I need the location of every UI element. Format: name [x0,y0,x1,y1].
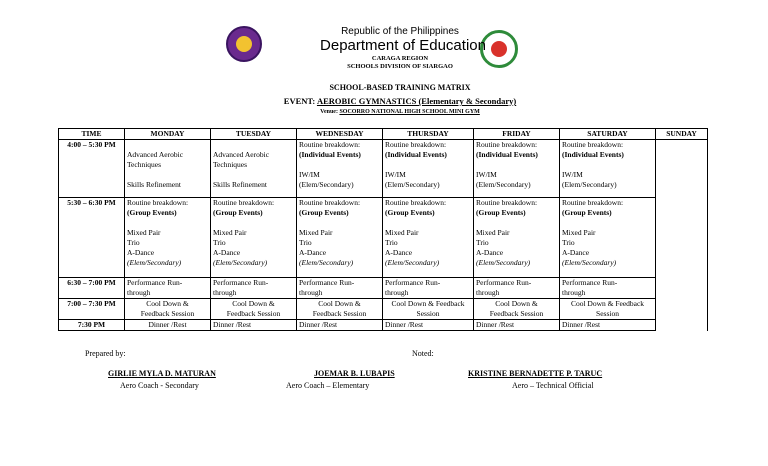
schedule-cell: Cool Down & Feedback Session [474,299,560,320]
column-header: WEDNESDAY [297,129,383,140]
noted-label: Noted: [412,349,434,358]
venue-line [16,109,768,115]
schedule-cell: Dinner /Rest [211,320,297,331]
signatory-role: Aero Coach - Secondary [120,381,199,390]
schedule-cell: Cool Down & Feedback Session [383,299,474,320]
schedule-cell: Performance Run- through [560,278,656,299]
schedule-cell: Dinner /Rest [125,320,211,331]
table-row [59,140,708,198]
schedule-cell: Routine breakdown: (Group Events) Mixed Pair Trio A-Dance (Elem/Secondary) [474,198,560,278]
sunday-cell [656,278,708,299]
schedule-cell: Routine breakdown: (Group Events) Mixed Pair Trio A-Dance (Elem/Secondary) [125,198,211,278]
republic-heading: Republic of the Philippines [341,26,459,37]
department-heading: Department of Education [320,37,486,54]
signatory-name: KRISTINE BERNADETTE P. TARUC [468,369,603,378]
region-heading: CARAGA REGION [371,55,429,62]
schedule-cell: Performance Run- through [125,278,211,299]
schedule-cell: Routine breakdown: (Group Events) Mixed Pair Trio A-Dance (Elem/Secondary) [211,198,297,278]
schedule-cell: Routine breakdown: (Individual Events) IW/IM (Elem/Secondary) [383,140,474,198]
venue-name: SOCORRO NATIONAL HIGH SCHOOL MINI GYM [339,109,480,115]
table-row [59,278,708,299]
schedule-cell: Dinner /Rest [383,320,474,331]
signatory-name: GIRLIE MYLA D. MATURAN [108,369,216,378]
column-header: FRIDAY [474,129,560,140]
table-row [59,299,708,320]
schedule-cell: Cool Down & Feedback Session [297,299,383,320]
schedule-cell: Performance Run- through [297,278,383,299]
table-header-row [59,129,708,140]
schedule-cell: Cool Down & Feedback Session [560,299,656,320]
schedule-cell: Routine breakdown: (Individual Events) IW/IM (Elem/Secondary) [474,140,560,198]
schedule-cell: Cool Down & Feedback Session [211,299,297,320]
time-cell: 7:30 PM [59,320,125,331]
schedule-cell: Routine breakdown: (Group Events) Mixed Pair Trio A-Dance (Elem/Secondary) [560,198,656,278]
event-line [16,96,768,106]
division-heading: SCHOOLS DIVISION OF SIARGAO [347,63,453,70]
schedule-cell: Routine breakdown: (Group Events) Mixed Pair Trio A-Dance (Elem/Secondary) [383,198,474,278]
column-header: TIME [59,129,125,140]
signatory-name: JOEMAR B. LUBAPIS [314,369,395,378]
column-header: SATURDAY [560,129,656,140]
sunday-cell [656,299,708,320]
schedule-cell: Cool Down & Feedback Session [125,299,211,320]
schedule-cell: Performance Run- through [211,278,297,299]
time-cell: 7:00 – 7:30 PM [59,299,125,320]
column-header: MONDAY [125,129,211,140]
training-matrix-table [58,128,708,331]
table-row [59,320,708,331]
event-label: EVENT: [283,96,317,106]
prepared-by-label: Prepared by: [85,349,126,358]
column-header: TUESDAY [211,129,297,140]
schedule-cell: Performance Run- through [383,278,474,299]
schedule-cell: Dinner /Rest [297,320,383,331]
sunday-cell [656,140,708,198]
schedule-cell: Routine breakdown: (Individual Events) IW/IM (Elem/Secondary) [560,140,656,198]
event-name: AEROBIC GYMNASTICS (Elementary & Secondary) [316,96,517,106]
schedule-cell: Dinner /Rest [474,320,560,331]
venue-label: Venue: [320,109,340,115]
sunday-cell [656,198,708,278]
sunday-cell [656,320,708,331]
schedule-cell: Routine breakdown: (Individual Events) IW/IM (Elem/Secondary) [297,140,383,198]
signatory-role: Aero Coach – Elementary [286,381,370,390]
column-header: SUNDAY [656,129,708,140]
time-cell: 6:30 – 7:00 PM [59,278,125,299]
time-cell: 5:30 – 6:30 PM [59,198,125,278]
schedule-cell: Dinner /Rest [560,320,656,331]
signatory-role: Aero – Technical Official [512,381,594,390]
matrix-title: SCHOOL-BASED TRAINING MATRIX [329,83,471,92]
schedule-cell: Advanced Aerobic Techniques Skills Refinement [125,140,211,198]
schedule-cell: Advanced Aerobic Techniques Skills Refinement [211,140,297,198]
schedule-cell: Routine breakdown: (Group Events) Mixed Pair Trio A-Dance (Elem/Secondary) [297,198,383,278]
column-header: THURSDAY [383,129,474,140]
table-row [59,198,708,278]
schedule-cell: Performance Run- through [474,278,560,299]
time-cell: 4:00 – 5:30 PM [59,140,125,198]
